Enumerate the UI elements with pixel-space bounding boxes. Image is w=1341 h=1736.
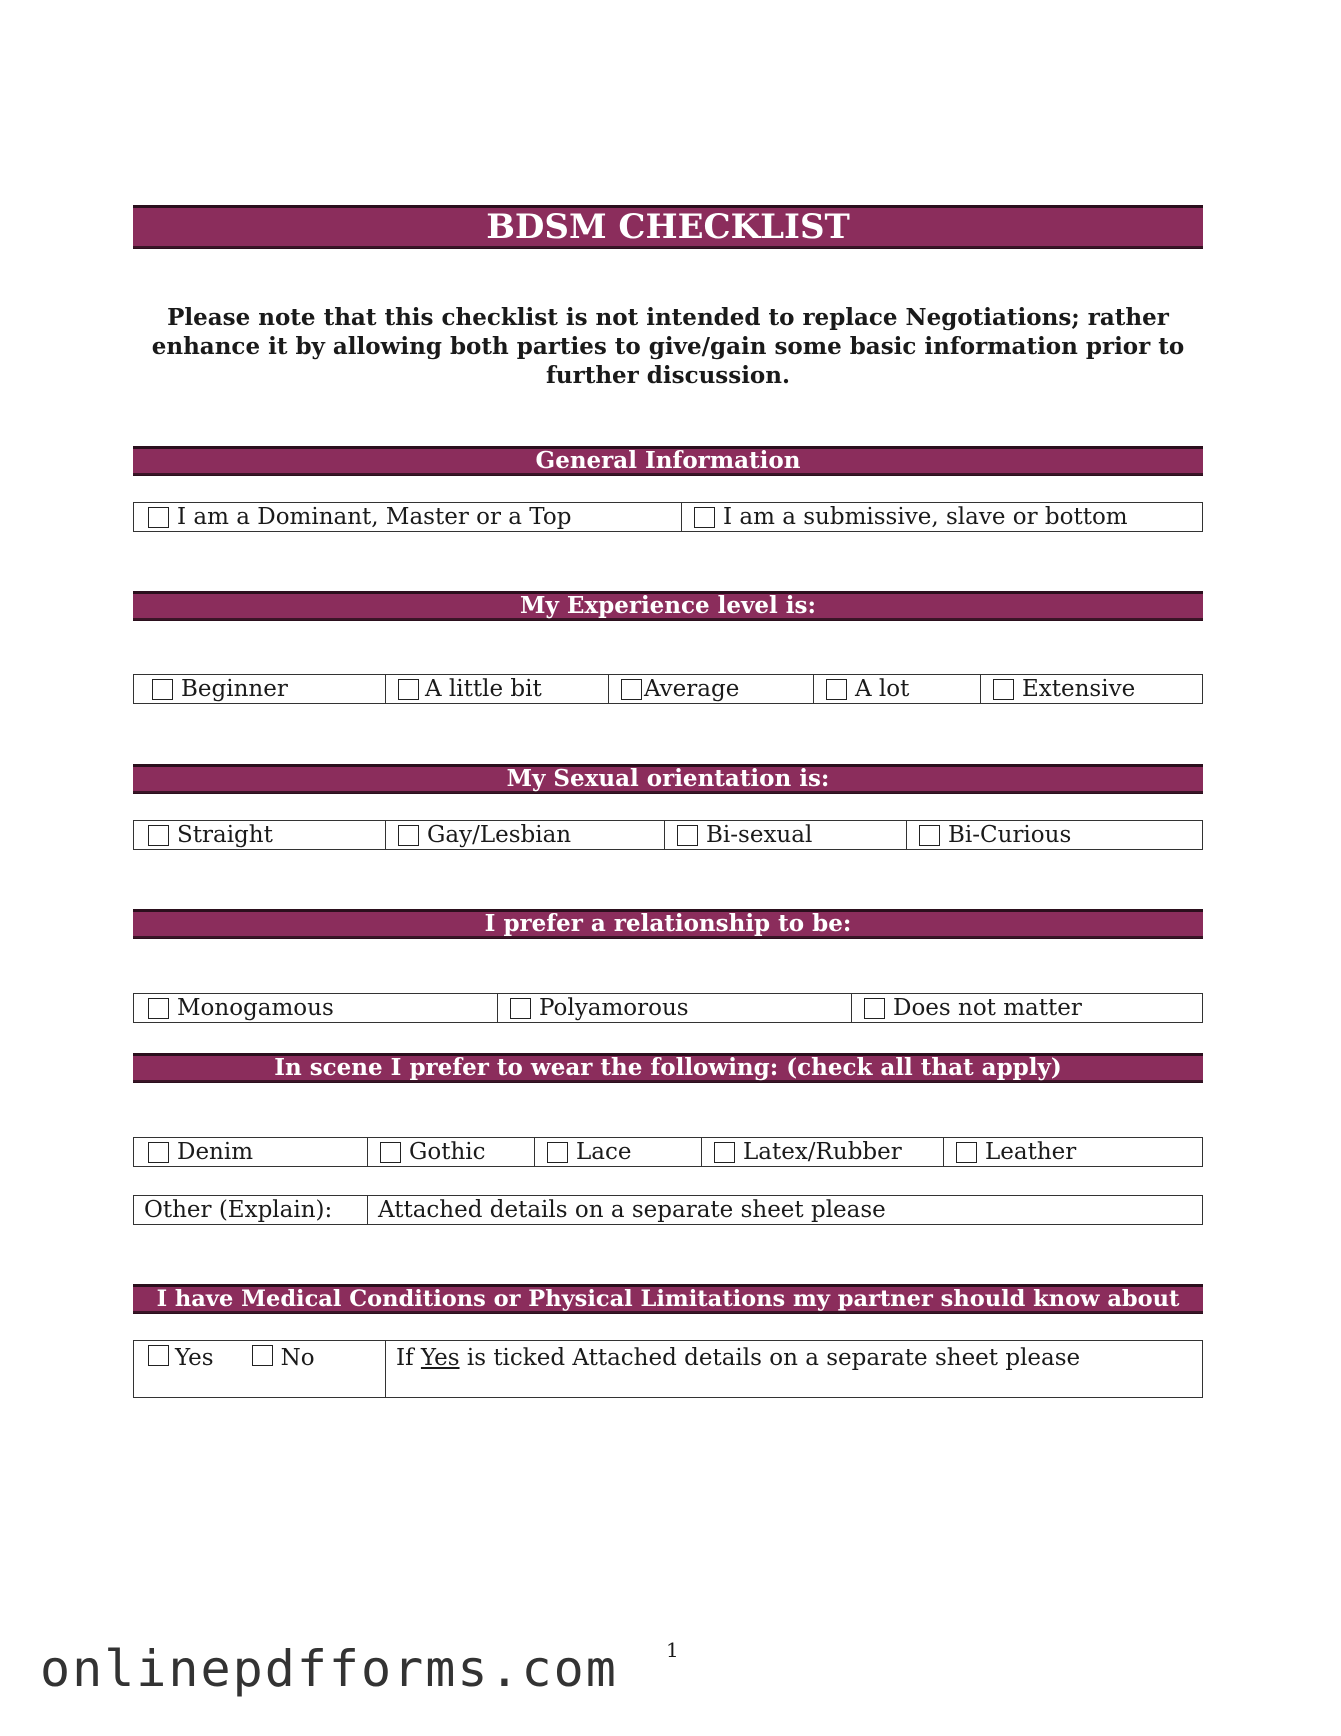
other-value: Attached details on a separate sheet please	[378, 1197, 886, 1223]
checkbox-polyamorous[interactable]	[510, 998, 531, 1019]
option-a-lot[interactable]	[814, 675, 981, 703]
option-label: Bi-Curious	[948, 822, 1072, 848]
page-number: 1	[666, 1638, 679, 1662]
medical-row	[133, 1340, 1203, 1398]
checkbox-gothic[interactable]	[380, 1142, 401, 1163]
section-heading-orientation: My Sexual orientation is:	[133, 764, 1203, 794]
option-label: I am a Dominant, Master or a Top	[177, 504, 572, 530]
section-heading-experience: My Experience level is:	[133, 591, 1203, 621]
option-denim[interactable]	[134, 1138, 368, 1166]
medical-yes-label: Yes	[175, 1345, 214, 1371]
option-extensive[interactable]	[981, 675, 1202, 703]
checkbox-average[interactable]	[621, 679, 642, 700]
medical-note-prefix: If	[396, 1345, 421, 1371]
option-gothic[interactable]	[368, 1138, 535, 1166]
relationship-options-row	[133, 993, 1203, 1023]
option-lace[interactable]	[535, 1138, 702, 1166]
option-submissive[interactable]	[682, 503, 1202, 531]
section-heading-medical: I have Medical Conditions or Physical Limitations my partner should know about	[133, 1284, 1203, 1314]
option-label: Gothic	[409, 1139, 486, 1165]
option-beginner[interactable]	[134, 675, 386, 703]
option-label: Bi-sexual	[706, 822, 813, 848]
medical-details-field[interactable]	[386, 1341, 1202, 1397]
option-label: Straight	[177, 822, 273, 848]
checkbox-extensive[interactable]	[993, 679, 1014, 700]
option-label: Gay/Lesbian	[427, 822, 572, 848]
option-leather[interactable]	[944, 1138, 1202, 1166]
option-straight[interactable]	[134, 821, 386, 849]
experience-options-row	[133, 674, 1203, 704]
option-polyamorous[interactable]	[498, 994, 852, 1022]
option-label: Monogamous	[177, 995, 334, 1021]
medical-note-yes: Yes	[420, 1345, 460, 1371]
option-latex-rubber[interactable]	[702, 1138, 944, 1166]
other-explain-field[interactable]	[368, 1196, 1202, 1224]
checkbox-a-lot[interactable]	[826, 679, 847, 700]
checkbox-latex-rubber[interactable]	[714, 1142, 735, 1163]
option-label: Latex/Rubber	[743, 1139, 902, 1165]
option-a-little-bit[interactable]	[386, 675, 609, 703]
checkbox-bi-curious[interactable]	[919, 825, 940, 846]
option-label: Denim	[177, 1139, 254, 1165]
checkbox-bi-sexual[interactable]	[677, 825, 698, 846]
other-label: Other (Explain):	[144, 1197, 333, 1223]
option-label: Average	[644, 676, 740, 702]
medical-no-label: No	[280, 1345, 315, 1371]
general-options-row	[133, 502, 1203, 532]
wear-options-row	[133, 1137, 1203, 1167]
option-label: Extensive	[1022, 676, 1136, 702]
wear-other-row	[133, 1195, 1203, 1225]
option-dominant[interactable]	[134, 503, 682, 531]
checkbox-dominant[interactable]	[148, 507, 169, 528]
checkbox-medical-yes[interactable]	[148, 1345, 169, 1366]
checkbox-leather[interactable]	[956, 1142, 977, 1163]
medical-note	[396, 1345, 1080, 1371]
page-title: BDSM CHECKLIST	[133, 205, 1203, 249]
section-heading-general: General Information	[133, 446, 1203, 476]
option-does-not-matter[interactable]	[852, 994, 1202, 1022]
option-bi-sexual[interactable]	[665, 821, 907, 849]
option-average[interactable]	[609, 675, 814, 703]
checkbox-submissive[interactable]	[694, 507, 715, 528]
checkbox-gay-lesbian[interactable]	[398, 825, 419, 846]
section-heading-wear: In scene I prefer to wear the following: (check all that apply)	[133, 1053, 1203, 1083]
checkbox-does-not-matter[interactable]	[864, 998, 885, 1019]
option-label: Leather	[985, 1139, 1077, 1165]
site-watermark: onlinepdfforms.com	[40, 1640, 618, 1698]
checkbox-medical-no[interactable]	[252, 1345, 273, 1366]
checkbox-beginner[interactable]	[152, 679, 173, 700]
checkbox-lace[interactable]	[547, 1142, 568, 1163]
section-heading-relationship: I prefer a relationship to be:	[133, 909, 1203, 939]
option-bi-curious[interactable]	[907, 821, 1202, 849]
checkbox-a-little-bit[interactable]	[398, 679, 419, 700]
option-label: A lot	[855, 676, 910, 702]
option-monogamous[interactable]	[134, 994, 498, 1022]
option-label: A little bit	[425, 676, 542, 702]
option-label: Lace	[576, 1139, 632, 1165]
option-gay-lesbian[interactable]	[386, 821, 665, 849]
option-label: I am a submissive, slave or bottom	[723, 504, 1128, 530]
checkbox-denim[interactable]	[148, 1142, 169, 1163]
other-label-cell	[134, 1196, 368, 1224]
checkbox-straight[interactable]	[148, 825, 169, 846]
medical-note-suffix: is ticked Attached details on a separate sheet please	[459, 1345, 1081, 1371]
medical-yes-no-cell	[134, 1341, 386, 1397]
option-label: Does not matter	[893, 995, 1082, 1021]
option-label: Polyamorous	[539, 995, 689, 1021]
checkbox-monogamous[interactable]	[148, 998, 169, 1019]
intro-note: Please note that this checklist is not intended to replace Negotiations; rather enhance it by allowing both parties to give/gain some basic information prior to further discussion.	[151, 304, 1185, 389]
option-label: Beginner	[181, 676, 288, 702]
orientation-options-row	[133, 820, 1203, 850]
